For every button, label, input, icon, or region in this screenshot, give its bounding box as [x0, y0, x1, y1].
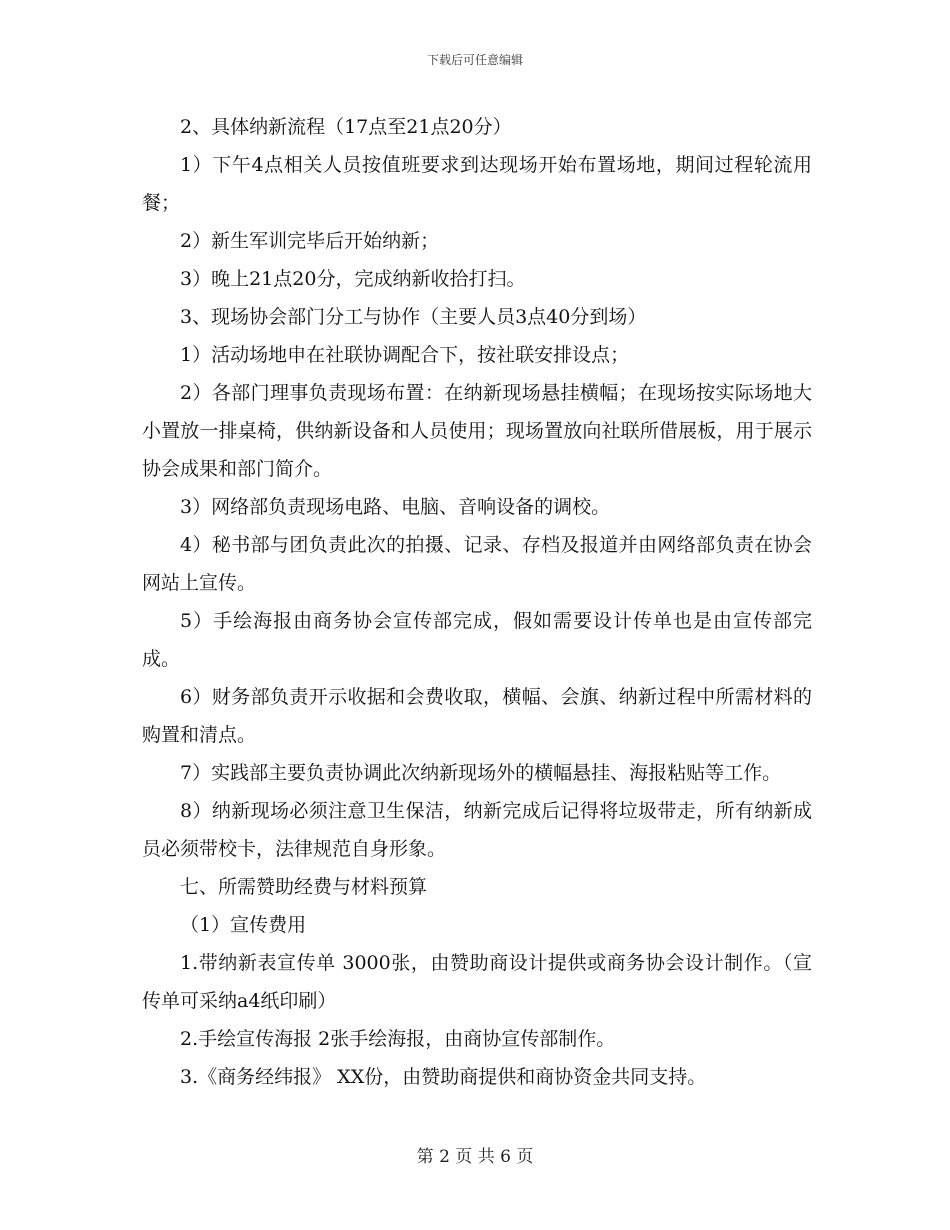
paragraph: 5）手绘海报由商务协会宣传部完成，假如需要设计传单也是由宣传部完成。 — [142, 610, 812, 670]
paragraph: 4）秘书部与团负责此次的拍摄、记录、存档及报道并由网络部负责在协会网站上宣传。 — [142, 534, 812, 594]
paragraph: 1）活动场地申在社联协调配合下，按社联安排设点； — [180, 344, 630, 366]
paragraph: 3.《商务经纬报》 XX份，由赞助商提供和商协资金共同支持。 — [180, 1066, 707, 1088]
paragraph: 6）财务部负责开示收据和会费收取，横幅、会旗、纳新过程中所需材料的购置和清点。 — [142, 686, 812, 746]
document-body — [142, 108, 812, 1096]
paragraph: 1.带纳新表宣传单 3000张，由赞助商设计提供或商务协会设计制作。（宣传单可采纳a4纸印刷） — [142, 952, 812, 1012]
paragraph: 2）各部门理事负责现场布置：在纳新现场悬挂横幅；在现场按实际场地大小置放一排桌椅，供纳新设备和人员使用；现场置放向社联所借展板，用于展示协会成果和部门简介。 — [142, 382, 812, 480]
paragraph: 2.手绘宣传海报 2张手绘海报，由商协宣传部制作。 — [180, 1028, 616, 1050]
section-heading: 七、所需赞助经费与材料预算 — [180, 876, 428, 898]
paragraph: 2、具体纳新流程（17点至21点20分） — [180, 116, 512, 138]
paragraph: 3）晚上21点20分，完成纳新收拾打扫。 — [180, 268, 526, 290]
page-number-footer: 第 2 页 共 6 页 — [416, 1147, 534, 1167]
paragraph: 7）实践部主要负责协调此次纳新现场外的横幅悬挂、海报粘贴等工作。 — [180, 762, 782, 784]
paragraph: 8）纳新现场必须注意卫生保洁，纳新完成后记得将垃圾带走，所有纳新成员必须带校卡，法律规范自身形象。 — [142, 800, 812, 860]
paragraph: 3）网络部负责现场电路、电脑、音响设备的调校。 — [180, 496, 611, 518]
subsection-heading: （1）宣传费用 — [180, 914, 307, 936]
page-header-note: 下载后可任意编辑 — [426, 53, 523, 67]
paragraph: 3、现场协会部门分工与协作（主要人员3点40分到场） — [180, 306, 647, 328]
paragraph: 2）新生军训完毕后开始纳新； — [180, 230, 440, 252]
paragraph: 1）下午4点相关人员按值班要求到达现场开始布置场地，期间过程轮流用餐； — [142, 154, 812, 214]
